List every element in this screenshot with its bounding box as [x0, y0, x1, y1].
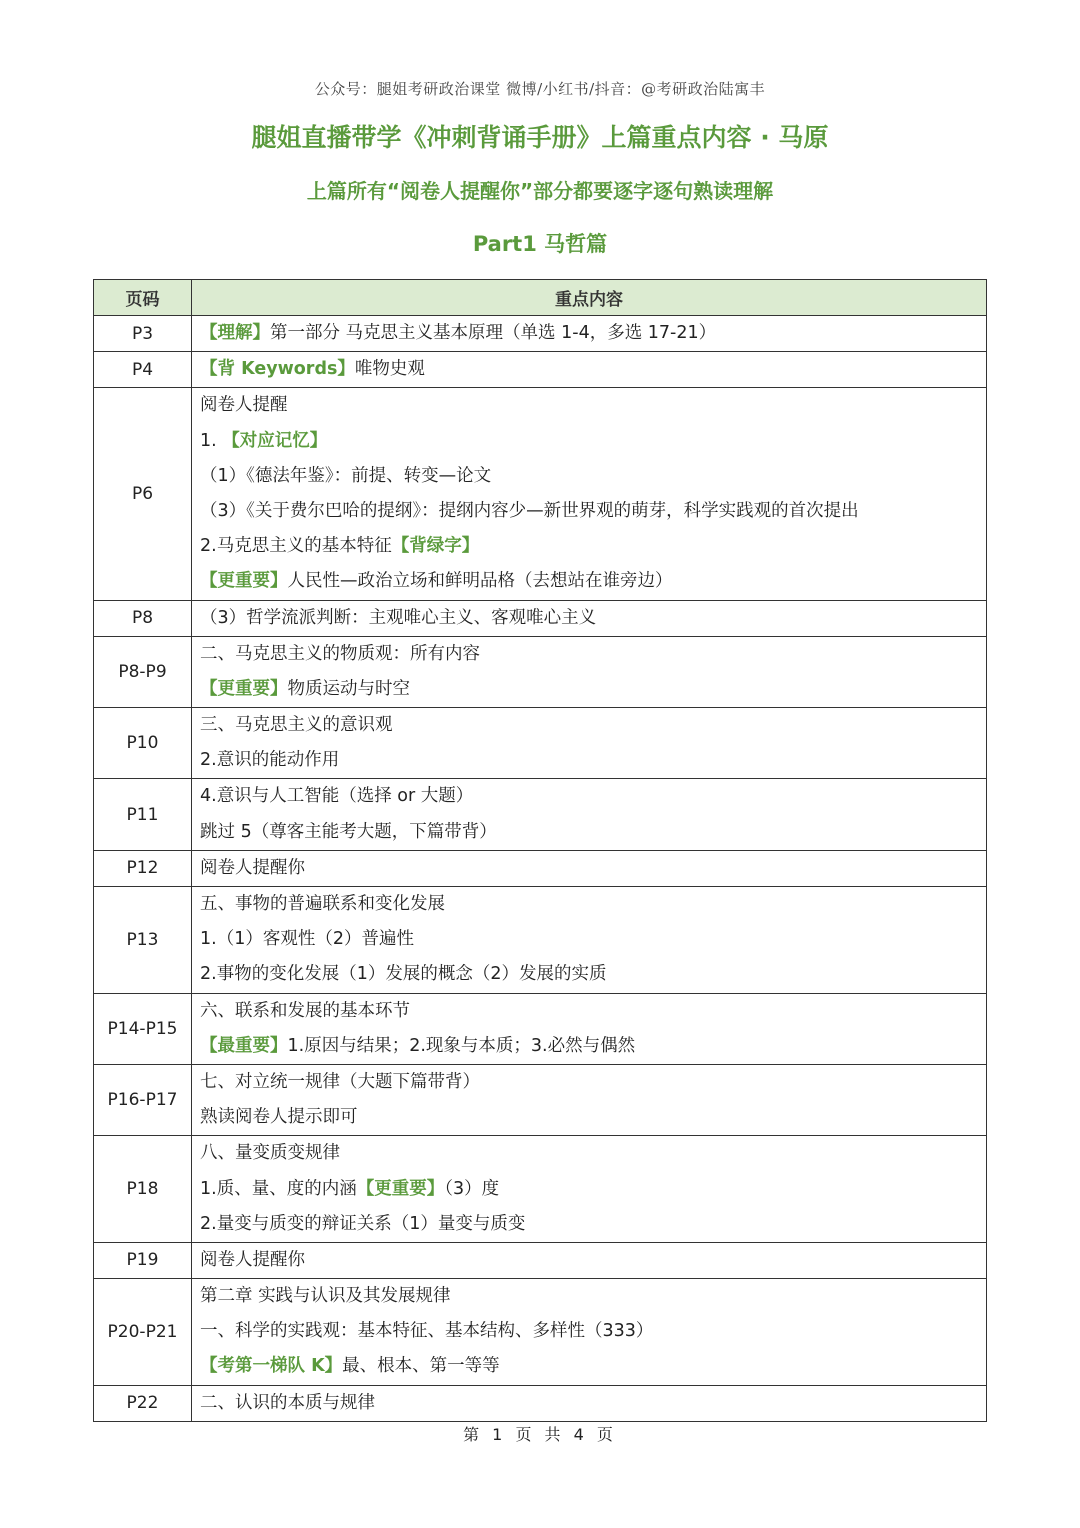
content-line: [200, 1172, 978, 1207]
content-text: 阅卷人提醒: [200, 395, 288, 416]
content-cell: [192, 993, 987, 1064]
content-cell: [192, 1279, 987, 1386]
content-line: [200, 922, 978, 957]
content-line: [200, 708, 978, 743]
table-row: [94, 779, 987, 850]
content-line: [200, 1029, 978, 1064]
content-line: [200, 1207, 978, 1242]
column-header-content: 重点内容: [192, 280, 987, 316]
content-line: [200, 672, 978, 707]
content-cell: [192, 850, 987, 886]
highlight-tag: 【更重要】: [200, 571, 288, 592]
content-line: [200, 459, 978, 494]
table-row: [94, 708, 987, 779]
content-cell: [192, 1385, 987, 1421]
content-text: （3）度: [444, 1178, 500, 1199]
page-number-cell: P13: [94, 887, 192, 994]
content-line: [200, 316, 978, 351]
highlight-tag: 【更重要】: [356, 1178, 445, 1199]
content-text: 八、量变质变规律: [200, 1143, 340, 1164]
table-row: [94, 887, 987, 994]
page-number-cell: P8-P9: [94, 636, 192, 707]
table-row: [94, 388, 987, 600]
table-row: [94, 850, 987, 886]
content-cell: [192, 1242, 987, 1278]
content-cell: [192, 779, 987, 850]
content-text: 1.质、量、度的内涵: [200, 1178, 357, 1199]
content-text: （3）哲学流派判断：主观唯心主义、客观唯心主义: [200, 607, 597, 628]
content-text: 五、事物的普遍联系和变化发展: [200, 894, 445, 914]
content-cell: [192, 1136, 987, 1243]
content-line: [200, 1136, 978, 1171]
content-line: [200, 494, 978, 529]
part-title: Part1 马哲篇: [472, 232, 608, 256]
content-text: 2.意识的能动作用: [200, 750, 340, 771]
page-number-cell: P19: [94, 1242, 192, 1278]
page-number-cell: P12: [94, 850, 192, 886]
content-line: [200, 352, 978, 387]
table-header-row: [94, 280, 987, 316]
content-text: 1.（1）客观性（2）普遍性: [200, 929, 414, 950]
page-number-cell: P22: [94, 1385, 192, 1421]
content-text: 七、对立统一规律（大题下篇带背）: [200, 1071, 480, 1092]
content-text: 二、认识的本质与规律: [200, 1392, 375, 1413]
content-text: 2.马克思主义的基本特征: [200, 536, 392, 557]
content-line: [200, 564, 978, 599]
content-line: [200, 1279, 978, 1314]
page-number-cell: P10: [94, 708, 192, 779]
content-line: [200, 887, 978, 922]
page-footer: 第 1 页 共 4 页: [463, 1425, 617, 1444]
table-row: [94, 352, 987, 388]
content-cell: [192, 388, 987, 600]
content-line: [200, 1349, 978, 1384]
content-line: [200, 1243, 978, 1278]
table-row: [94, 1242, 987, 1278]
main-title: 腿姐直播带学《冲刺背诵手册》上篇重点内容 · 马原: [251, 123, 829, 152]
content-line: [200, 779, 978, 814]
key-content-table: [93, 279, 987, 1422]
content-text: 第二章 实践与认识及其发展规律: [200, 1286, 451, 1307]
content-line: [200, 851, 978, 886]
content-cell: [192, 708, 987, 779]
content-text: 最、根本、第一等等: [342, 1356, 500, 1377]
table-body: [94, 316, 987, 1422]
page-number-cell: P16-P17: [94, 1064, 192, 1135]
content-text: 三、马克思主义的意识观: [200, 715, 393, 736]
page-number-cell: P6: [94, 388, 192, 600]
page-number-cell: P11: [94, 779, 192, 850]
content-cell: [192, 636, 987, 707]
highlight-tag: 【更重要】: [200, 678, 288, 699]
content-text: 一、科学的实践观：基本特征、基本结构、多样性（333）: [200, 1321, 654, 1342]
sub-title: 上篇所有“阅卷人提醒你”部分都要逐字逐句熟读理解: [306, 179, 774, 203]
content-line: [200, 957, 978, 992]
table-row: [94, 1136, 987, 1243]
content-line: [200, 424, 978, 459]
table-row: [94, 1385, 987, 1421]
content-text: 阅卷人提醒你: [200, 857, 305, 878]
content-text: 物质运动与时空: [287, 678, 410, 699]
page-number-cell: P3: [94, 316, 192, 352]
content-cell: [192, 352, 987, 388]
content-line: [200, 1100, 978, 1135]
highlight-tag: 【最重要】: [200, 1035, 288, 1056]
highlight-tag: 【背 Keywords】: [200, 359, 355, 380]
content-text: 第一部分 马克思主义基本原理（单选 1-4，多选 17-21）: [270, 323, 717, 343]
page-number-cell: P18: [94, 1136, 192, 1243]
table-row: [94, 1064, 987, 1135]
content-line: [200, 1065, 978, 1100]
content-line: [200, 601, 978, 636]
content-text: 1.: [200, 430, 223, 451]
content-text: （3）《关于费尔巴哈的提纲》：提纲内容少—新世界观的萌芽，科学实践观的首次提出: [200, 500, 859, 521]
content-text: 4.意识与人工智能（选择 or 大题）: [200, 786, 474, 807]
content-cell: [192, 316, 987, 352]
content-text: 2.事物的变化发展（1）发展的概念（2）发展的实质: [200, 964, 607, 985]
page-number-cell: P20-P21: [94, 1279, 192, 1386]
content-line: [200, 1386, 978, 1421]
content-line: [200, 637, 978, 672]
highlight-tag: 【背绿字】: [391, 536, 480, 557]
highlight-tag: 【对应记忆】: [222, 430, 328, 451]
content-line: [200, 815, 978, 850]
table-row: [94, 600, 987, 636]
content-line: [200, 388, 978, 423]
content-cell: [192, 887, 987, 994]
table-row: [94, 636, 987, 707]
content-cell: [192, 600, 987, 636]
page-number-cell: P4: [94, 352, 192, 388]
content-text: 2.量变与质变的辩证关系（1）量变与质变: [200, 1213, 526, 1234]
page-number-cell: P8: [94, 600, 192, 636]
content-text: 六、联系和发展的基本环节: [200, 1000, 410, 1021]
content-text: 唯物史观: [354, 359, 425, 380]
page-number-cell: P14-P15: [94, 993, 192, 1064]
page-header-social: 公众号：腿姐考研政治课堂 微博/小红书/抖音：@考研政治陆寓丰: [314, 80, 766, 98]
content-text: 熟读阅卷人提示即可: [200, 1107, 358, 1128]
content-text: 1.原因与结果；2.现象与本质；3.必然与偶然: [287, 1035, 636, 1056]
highlight-tag: 【理解】: [200, 323, 270, 343]
content-line: [200, 1314, 978, 1349]
content-cell: [192, 1064, 987, 1135]
table-row: [94, 993, 987, 1064]
table-row: [94, 316, 987, 352]
content-text: 二、马克思主义的物质观：所有内容: [200, 643, 480, 664]
content-line: [200, 994, 978, 1029]
content-line: [200, 529, 978, 564]
highlight-tag: 【考第一梯队 K】: [200, 1356, 343, 1377]
content-text: 阅卷人提醒你: [200, 1249, 305, 1270]
content-text: 人民性—政治立场和鲜明品格（去想站在谁旁边）: [287, 571, 673, 592]
content-text: （1）《德法年鉴》：前提、转变—论文: [200, 465, 492, 486]
content-text: 跳过 5（尊客主能考大题，下篇带背）: [200, 821, 497, 842]
content-line: [200, 743, 978, 778]
column-header-page: 页码: [94, 280, 192, 316]
table-row: [94, 1279, 987, 1386]
